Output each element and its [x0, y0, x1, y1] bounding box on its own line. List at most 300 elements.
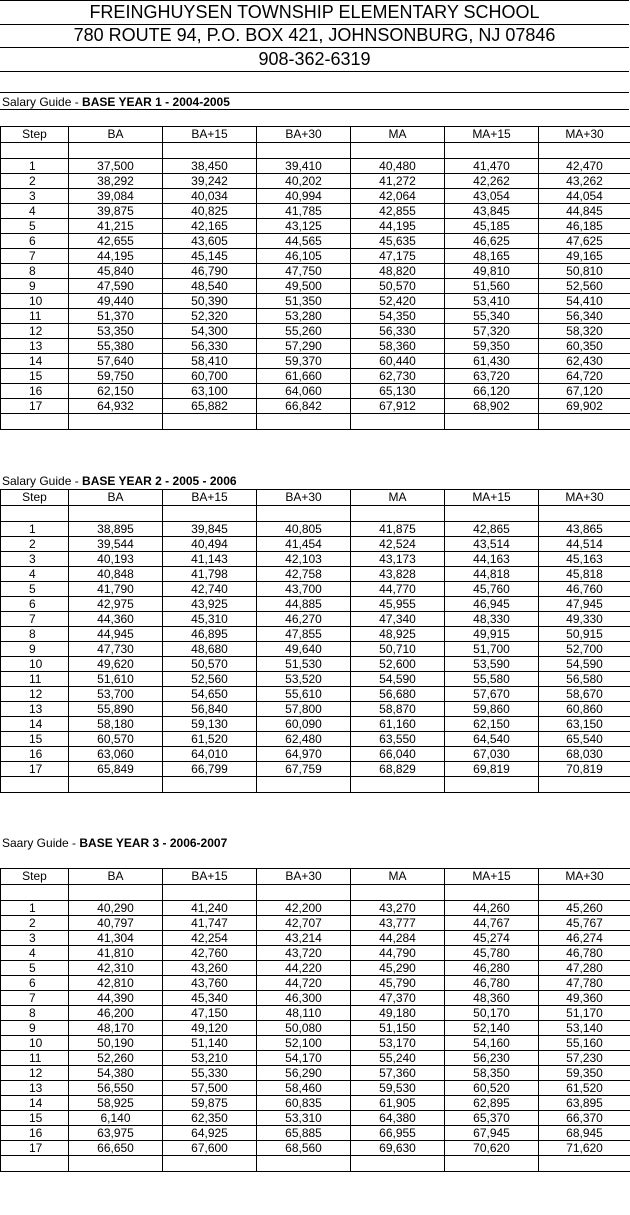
salary-cell: 52,560 — [539, 279, 630, 294]
table-header-row — [1, 490, 630, 506]
salary-cell: 41,747 — [163, 916, 257, 931]
table-row — [1, 657, 630, 672]
step-cell: 9 — [1, 1021, 69, 1036]
salary-cell: 45,635 — [351, 234, 445, 249]
table-row — [1, 946, 630, 961]
salary-cell: 64,540 — [445, 732, 539, 747]
salary-cell: 64,010 — [163, 747, 257, 762]
salary-cell: 43,700 — [257, 582, 351, 597]
salary-cell: 42,310 — [69, 961, 163, 976]
blank-row — [1, 143, 630, 159]
column-header: MA+15 — [445, 490, 539, 506]
table-row — [1, 1141, 630, 1156]
salary-cell: 54,650 — [163, 687, 257, 702]
salary-cell: 64,380 — [351, 1111, 445, 1126]
salary-cell: 55,160 — [539, 1036, 630, 1051]
blank-cell — [1, 777, 69, 793]
salary-cell: 39,084 — [69, 189, 163, 204]
table-row — [1, 597, 630, 612]
salary-cell: 49,440 — [69, 294, 163, 309]
salary-cell: 61,520 — [163, 732, 257, 747]
table-row — [1, 264, 630, 279]
salary-cell: 47,175 — [351, 249, 445, 264]
blank-cell — [69, 777, 163, 793]
blank-cell — [257, 777, 351, 793]
salary-cell: 65,885 — [257, 1126, 351, 1141]
step-cell: 3 — [1, 189, 69, 204]
salary-cell: 60,440 — [351, 354, 445, 369]
salary-cell: 52,420 — [351, 294, 445, 309]
caption-row-border — [0, 93, 629, 110]
salary-cell: 42,262 — [445, 174, 539, 189]
salary-cell: 57,800 — [257, 702, 351, 717]
salary-cell: 43,260 — [163, 961, 257, 976]
salary-cell: 44,195 — [351, 219, 445, 234]
salary-cell: 56,340 — [539, 309, 630, 324]
blank-cell — [445, 506, 539, 522]
salary-cell: 54,300 — [163, 324, 257, 339]
salary-cell: 46,625 — [445, 234, 539, 249]
salary-cell: 6,140 — [69, 1111, 163, 1126]
table-row — [1, 234, 630, 249]
salary-cell: 46,185 — [539, 219, 630, 234]
salary-cell: 53,700 — [69, 687, 163, 702]
salary-cell: 61,905 — [351, 1096, 445, 1111]
table-row — [1, 369, 630, 384]
blank-cell — [351, 885, 445, 901]
salary-cell: 45,818 — [539, 567, 630, 582]
salary-cell: 40,480 — [351, 159, 445, 174]
salary-cell: 63,150 — [539, 717, 630, 732]
salary-cell: 42,740 — [163, 582, 257, 597]
salary-cell: 55,330 — [163, 1066, 257, 1081]
salary-cell: 43,270 — [351, 901, 445, 916]
table-header-row — [1, 127, 630, 143]
step-cell: 6 — [1, 976, 69, 991]
blank-cell — [69, 885, 163, 901]
blank-cell — [351, 143, 445, 159]
step-cell: 2 — [1, 916, 69, 931]
step-cell: 12 — [1, 687, 69, 702]
salary-cell: 63,100 — [163, 384, 257, 399]
salary-cell: 40,797 — [69, 916, 163, 931]
column-header: BA+15 — [163, 869, 257, 885]
salary-cell: 38,895 — [69, 522, 163, 537]
salary-cell: 66,040 — [351, 747, 445, 762]
step-cell: 10 — [1, 294, 69, 309]
step-cell: 12 — [1, 324, 69, 339]
school-phone: 908-362-6319 — [0, 48, 629, 72]
step-cell: 4 — [1, 204, 69, 219]
salary-cell: 45,790 — [351, 976, 445, 991]
table-row — [1, 687, 630, 702]
salary-cell: 45,145 — [163, 249, 257, 264]
salary-cell: 48,680 — [163, 642, 257, 657]
salary-cell: 40,290 — [69, 901, 163, 916]
salary-cell: 45,260 — [539, 901, 630, 916]
salary-cell: 65,130 — [351, 384, 445, 399]
salary-cell: 64,925 — [163, 1126, 257, 1141]
salary-cell: 50,170 — [445, 1006, 539, 1021]
salary-cell: 39,410 — [257, 159, 351, 174]
salary-cell: 58,320 — [539, 324, 630, 339]
salary-cell: 50,190 — [69, 1036, 163, 1051]
salary-cell: 63,060 — [69, 747, 163, 762]
column-header: Step — [1, 869, 69, 885]
salary-cell: 42,758 — [257, 567, 351, 582]
table-row — [1, 249, 630, 264]
salary-cell: 62,895 — [445, 1096, 539, 1111]
salary-cell: 43,262 — [539, 174, 630, 189]
blank-cell — [445, 885, 539, 901]
salary-cell: 53,210 — [163, 1051, 257, 1066]
salary-cell: 60,835 — [257, 1096, 351, 1111]
salary-cell: 44,360 — [69, 612, 163, 627]
step-cell: 7 — [1, 991, 69, 1006]
step-cell: 9 — [1, 279, 69, 294]
step-cell: 16 — [1, 747, 69, 762]
blank-cell — [69, 1156, 163, 1172]
table-row — [1, 219, 630, 234]
salary-cell: 46,105 — [257, 249, 351, 264]
salary-cell: 48,170 — [69, 1021, 163, 1036]
salary-cell: 52,100 — [257, 1036, 351, 1051]
salary-cell: 55,240 — [351, 1051, 445, 1066]
salary-cell: 43,514 — [445, 537, 539, 552]
salary-cell: 62,480 — [257, 732, 351, 747]
caption-suffix: - 2006-2007 — [162, 836, 228, 850]
salary-cell: 40,202 — [257, 174, 351, 189]
table-row — [1, 1066, 630, 1081]
salary-cell: 67,945 — [445, 1126, 539, 1141]
salary-cell: 53,140 — [539, 1021, 630, 1036]
salary-cell: 66,120 — [445, 384, 539, 399]
salary-cell: 43,214 — [257, 931, 351, 946]
table-row — [1, 1006, 630, 1021]
salary-cell: 45,840 — [69, 264, 163, 279]
salary-cell: 64,720 — [539, 369, 630, 384]
table-row — [1, 174, 630, 189]
blank-cell — [163, 777, 257, 793]
salary-cell: 45,290 — [351, 961, 445, 976]
step-cell: 15 — [1, 1111, 69, 1126]
salary-cell: 63,895 — [539, 1096, 630, 1111]
table-row — [1, 627, 630, 642]
salary-cell: 61,660 — [257, 369, 351, 384]
salary-cell: 38,450 — [163, 159, 257, 174]
salary-cell: 66,650 — [69, 1141, 163, 1156]
step-cell: 12 — [1, 1066, 69, 1081]
salary-cell: 45,310 — [163, 612, 257, 627]
salary-cell: 71,620 — [539, 1141, 630, 1156]
salary-cell: 66,799 — [163, 762, 257, 777]
salary-cell: 52,600 — [351, 657, 445, 672]
salary-cell: 51,610 — [69, 672, 163, 687]
salary-cell: 53,280 — [257, 309, 351, 324]
step-cell: 17 — [1, 762, 69, 777]
salary-cell: 39,242 — [163, 174, 257, 189]
salary-cell: 56,290 — [257, 1066, 351, 1081]
salary-cell: 49,640 — [257, 642, 351, 657]
column-header: BA+15 — [163, 490, 257, 506]
salary-cell: 49,165 — [539, 249, 630, 264]
salary-cell: 48,540 — [163, 279, 257, 294]
salary-cell: 47,370 — [351, 991, 445, 1006]
salary-cell: 55,380 — [69, 339, 163, 354]
salary-cell: 63,975 — [69, 1126, 163, 1141]
salary-cell: 45,760 — [445, 582, 539, 597]
salary-cell: 60,520 — [445, 1081, 539, 1096]
blank-cell — [1, 414, 69, 430]
salary-cell: 45,163 — [539, 552, 630, 567]
salary-cell: 66,955 — [351, 1126, 445, 1141]
column-header: BA+15 — [163, 127, 257, 143]
column-header: MA+30 — [539, 127, 630, 143]
blank-cell — [69, 414, 163, 430]
salary-cell: 44,195 — [69, 249, 163, 264]
salary-cell: 49,360 — [539, 991, 630, 1006]
salary-cell: 56,230 — [445, 1051, 539, 1066]
salary-cell: 54,170 — [257, 1051, 351, 1066]
table-row — [1, 1081, 630, 1096]
salary-cell: 46,895 — [163, 627, 257, 642]
blank-cell — [1, 143, 69, 159]
table-row — [1, 991, 630, 1006]
salary-cell: 58,350 — [445, 1066, 539, 1081]
salary-cell: 51,700 — [445, 642, 539, 657]
salary-cell: 44,818 — [445, 567, 539, 582]
step-cell: 4 — [1, 946, 69, 961]
blank-cell — [445, 777, 539, 793]
salary-cell: 60,700 — [163, 369, 257, 384]
salary-cell: 63,720 — [445, 369, 539, 384]
salary-cell: 40,494 — [163, 537, 257, 552]
table-row — [1, 567, 630, 582]
salary-cell: 44,163 — [445, 552, 539, 567]
salary-cell: 49,620 — [69, 657, 163, 672]
salary-cell: 39,544 — [69, 537, 163, 552]
blank-cell — [163, 1156, 257, 1172]
step-cell: 8 — [1, 627, 69, 642]
step-cell: 14 — [1, 1096, 69, 1111]
salary-cell: 41,785 — [257, 204, 351, 219]
salary-cell: 43,054 — [445, 189, 539, 204]
column-header: BA — [69, 869, 163, 885]
step-cell: 3 — [1, 552, 69, 567]
step-cell: 3 — [1, 931, 69, 946]
salary-cell: 43,828 — [351, 567, 445, 582]
salary-cell: 62,350 — [163, 1111, 257, 1126]
step-cell: 10 — [1, 657, 69, 672]
salary-cell: 46,270 — [257, 612, 351, 627]
step-cell: 4 — [1, 567, 69, 582]
salary-cell: 60,090 — [257, 717, 351, 732]
blank-cell — [539, 143, 630, 159]
column-header: Step — [1, 127, 69, 143]
salary-cell: 51,350 — [257, 294, 351, 309]
salary-cell: 40,034 — [163, 189, 257, 204]
table-row — [1, 672, 630, 687]
salary-cell: 68,560 — [257, 1141, 351, 1156]
salary-cell: 45,767 — [539, 916, 630, 931]
salary-cell: 65,882 — [163, 399, 257, 414]
salary-cell: 45,274 — [445, 931, 539, 946]
salary-cell: 44,767 — [445, 916, 539, 931]
salary-cell: 42,975 — [69, 597, 163, 612]
blank-row — [1, 414, 630, 430]
salary-cell: 59,860 — [445, 702, 539, 717]
step-cell: 5 — [1, 961, 69, 976]
salary-cell: 43,173 — [351, 552, 445, 567]
salary-cell: 58,180 — [69, 717, 163, 732]
salary-cell: 58,870 — [351, 702, 445, 717]
blank-cell — [257, 414, 351, 430]
salary-cell: 69,630 — [351, 1141, 445, 1156]
salary-cell: 55,580 — [445, 672, 539, 687]
salary-cell: 48,330 — [445, 612, 539, 627]
salary-cell: 68,030 — [539, 747, 630, 762]
salary-cell: 45,780 — [445, 946, 539, 961]
salary-cell: 70,819 — [539, 762, 630, 777]
salary-cell: 57,670 — [445, 687, 539, 702]
column-header: BA — [69, 127, 163, 143]
salary-cell: 54,160 — [445, 1036, 539, 1051]
salary-cell: 59,530 — [351, 1081, 445, 1096]
salary-cell: 53,520 — [257, 672, 351, 687]
step-cell: 11 — [1, 309, 69, 324]
salary-cell: 58,460 — [257, 1081, 351, 1096]
table-row — [1, 1051, 630, 1066]
salary-cell: 56,330 — [163, 339, 257, 354]
salary-cell: 50,080 — [257, 1021, 351, 1036]
salary-cell: 53,350 — [69, 324, 163, 339]
salary-cell: 65,370 — [445, 1111, 539, 1126]
salary-cell: 42,254 — [163, 931, 257, 946]
salary-cell: 44,284 — [351, 931, 445, 946]
column-header: MA+15 — [445, 127, 539, 143]
salary-cell: 43,925 — [163, 597, 257, 612]
salary-cell: 42,865 — [445, 522, 539, 537]
salary-cell: 65,540 — [539, 732, 630, 747]
salary-cell: 41,798 — [163, 567, 257, 582]
blank-cell — [445, 1156, 539, 1172]
salary-cell: 46,945 — [445, 597, 539, 612]
salary-cell: 41,790 — [69, 582, 163, 597]
table-row — [1, 279, 630, 294]
caption-title: BASE YEAR 2 - 2005 - 2006 — [82, 474, 237, 488]
salary-cell: 46,200 — [69, 1006, 163, 1021]
salary-cell: 69,902 — [539, 399, 630, 414]
salary-cell: 44,565 — [257, 234, 351, 249]
salary-cell: 49,120 — [163, 1021, 257, 1036]
table-row — [1, 309, 630, 324]
salary-cell: 42,760 — [163, 946, 257, 961]
salary-cell: 58,410 — [163, 354, 257, 369]
salary-cell: 37,500 — [69, 159, 163, 174]
salary-cell: 42,165 — [163, 219, 257, 234]
salary-cell: 47,625 — [539, 234, 630, 249]
salary-cell: 55,340 — [445, 309, 539, 324]
salary-cell: 56,680 — [351, 687, 445, 702]
salary-cell: 48,165 — [445, 249, 539, 264]
salary-cell: 52,700 — [539, 642, 630, 657]
table-row — [1, 961, 630, 976]
blank-cell — [351, 1156, 445, 1172]
salary-cell: 57,500 — [163, 1081, 257, 1096]
salary-cell: 50,710 — [351, 642, 445, 657]
salary-cell: 49,810 — [445, 264, 539, 279]
caption-prefix: Salary Guide - — [2, 474, 83, 488]
salary-cell: 45,955 — [351, 597, 445, 612]
table-row — [1, 582, 630, 597]
table-row — [1, 1111, 630, 1126]
step-cell: 14 — [1, 717, 69, 732]
guide-caption-2 — [2, 474, 237, 488]
salary-guide-table-2 — [0, 489, 630, 793]
step-cell: 6 — [1, 234, 69, 249]
salary-cell: 47,590 — [69, 279, 163, 294]
step-cell: 14 — [1, 354, 69, 369]
table-row — [1, 354, 630, 369]
salary-cell: 43,760 — [163, 976, 257, 991]
step-cell: 2 — [1, 174, 69, 189]
salary-cell: 58,925 — [69, 1096, 163, 1111]
table-header-row — [1, 869, 630, 885]
salary-cell: 41,215 — [69, 219, 163, 234]
blank-cell — [1, 506, 69, 522]
salary-cell: 38,292 — [69, 174, 163, 189]
salary-cell: 62,430 — [539, 354, 630, 369]
salary-cell: 57,230 — [539, 1051, 630, 1066]
spacer-row — [0, 72, 629, 93]
column-header: MA — [351, 490, 445, 506]
salary-cell: 52,560 — [163, 672, 257, 687]
step-cell: 9 — [1, 642, 69, 657]
step-cell: 10 — [1, 1036, 69, 1051]
guide-caption-3 — [2, 836, 227, 850]
step-cell: 2 — [1, 537, 69, 552]
table-row — [1, 976, 630, 991]
table-row — [1, 642, 630, 657]
salary-cell: 57,320 — [445, 324, 539, 339]
step-cell: 13 — [1, 1081, 69, 1096]
salary-cell: 55,260 — [257, 324, 351, 339]
blank-cell — [163, 506, 257, 522]
salary-cell: 57,360 — [351, 1066, 445, 1081]
salary-cell: 49,500 — [257, 279, 351, 294]
step-cell: 16 — [1, 384, 69, 399]
column-header: MA — [351, 127, 445, 143]
salary-cell: 51,140 — [163, 1036, 257, 1051]
salary-cell: 47,750 — [257, 264, 351, 279]
blank-cell — [351, 506, 445, 522]
step-cell: 6 — [1, 597, 69, 612]
column-header: MA+30 — [539, 490, 630, 506]
salary-cell: 53,410 — [445, 294, 539, 309]
salary-cell: 48,360 — [445, 991, 539, 1006]
table-row — [1, 204, 630, 219]
salary-cell: 41,143 — [163, 552, 257, 567]
column-header: MA — [351, 869, 445, 885]
salary-cell: 44,390 — [69, 991, 163, 1006]
salary-cell: 68,902 — [445, 399, 539, 414]
salary-cell: 50,570 — [351, 279, 445, 294]
salary-cell: 59,750 — [69, 369, 163, 384]
step-cell: 15 — [1, 732, 69, 747]
blank-cell — [163, 885, 257, 901]
step-cell: 17 — [1, 1141, 69, 1156]
step-cell: 1 — [1, 159, 69, 174]
